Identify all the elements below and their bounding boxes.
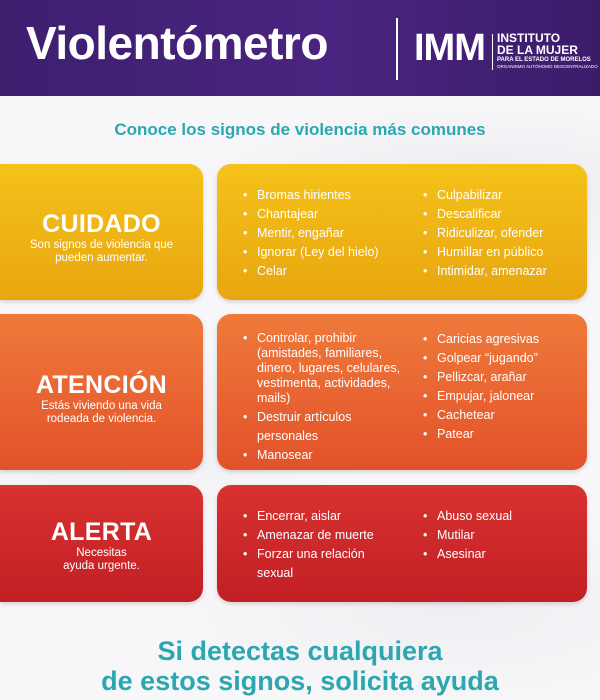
level-alerta-description: Necesitas ayuda urgente. xyxy=(63,547,140,572)
list-item: • Bromas hirientes xyxy=(243,186,423,205)
list-item: • Empujar, jalonear xyxy=(423,387,583,406)
level-cuidado-signs-tile xyxy=(217,164,587,300)
list-item: • Ridiculizar, ofender xyxy=(423,224,583,243)
level-alerta-label-tile xyxy=(0,485,203,602)
list-item: • Amenazar de muerte xyxy=(243,526,393,545)
list-item: • Encerrar, aislar xyxy=(243,507,393,526)
list-item: • Forzar una relación sexual xyxy=(243,545,397,583)
list-item: • Culpabilizar xyxy=(423,186,583,205)
imm-logo-acronym: IMM xyxy=(414,27,485,69)
list-item: • Asesinar xyxy=(423,545,583,564)
imm-logo-text xyxy=(497,32,598,70)
list-item: • Chantajear xyxy=(243,205,423,224)
list-item: • Celar xyxy=(243,262,423,281)
level-atencion-right-list xyxy=(423,330,583,444)
list-item: • Controlar, prohibir (amistades, familiares, dinero, lugares, celulares, vestimenta, actividades, mails) xyxy=(243,331,413,406)
list-item: • Mutilar xyxy=(423,526,583,545)
list-item: • Mentir, engañar xyxy=(243,224,423,243)
level-alerta-left-list xyxy=(243,507,393,583)
call-to-action-line-2: de estos signos, solicita ayuda xyxy=(101,666,499,696)
list-item: • Intimidar, amenazar xyxy=(423,262,583,281)
list-item: • Caricias agresivas xyxy=(423,330,583,349)
level-cuidado-label-tile xyxy=(0,164,203,300)
level-atencion-description: Estás viviendo una vida rodeada de violencia. xyxy=(41,400,162,425)
list-item: • Cachetear xyxy=(423,406,583,425)
level-atencion-left-list xyxy=(243,330,413,465)
list-item: • Abuso sexual xyxy=(423,507,583,526)
level-alerta-right-list xyxy=(423,507,583,564)
level-atencion-label-tile xyxy=(0,314,203,470)
logo-line-1: INSTITUTO xyxy=(497,31,561,45)
level-cuidado-description: Son signos de violencia que pueden aumentar. xyxy=(29,239,174,264)
logo-line-3: PARA EL ESTADO DE MORELOS xyxy=(497,57,591,63)
logo-line-2: DE LA MUJER xyxy=(497,43,578,57)
logo-line-4: ORGANISMO AUTÓNOMO DESCENTRALIZADO xyxy=(497,64,598,69)
list-item: • Humillar en público xyxy=(423,243,583,262)
list-item: • Golpear “jugando” xyxy=(423,349,583,368)
level-atencion-signs-tile xyxy=(217,314,587,470)
subtitle: Conoce los signos de violencia más comunes xyxy=(114,120,486,139)
level-cuidado-right-list xyxy=(423,186,583,281)
level-cuidado-left-list xyxy=(243,186,423,281)
level-alerta-title: ALERTA xyxy=(50,518,153,546)
list-item: • Manosear xyxy=(243,446,413,465)
list-item: • Destruir artículos personales xyxy=(243,408,377,446)
page-title: Violentómetro xyxy=(26,17,328,69)
list-item: • Patear xyxy=(423,425,583,444)
header-banner xyxy=(0,0,600,96)
level-atencion-title: ATENCIÓN xyxy=(35,371,168,399)
call-to-action-line-1: Si detectas cualquiera xyxy=(157,636,443,666)
list-item: • Pellizcar, arañar xyxy=(423,368,583,387)
level-alerta-signs-tile xyxy=(217,485,587,602)
level-cuidado-title: CUIDADO xyxy=(42,210,161,238)
logo-divider xyxy=(492,34,493,70)
header-divider xyxy=(396,18,398,80)
call-to-action xyxy=(0,636,600,696)
list-item: • Ignorar (Ley del hielo) xyxy=(243,243,423,262)
list-item: • Descalificar xyxy=(423,205,583,224)
